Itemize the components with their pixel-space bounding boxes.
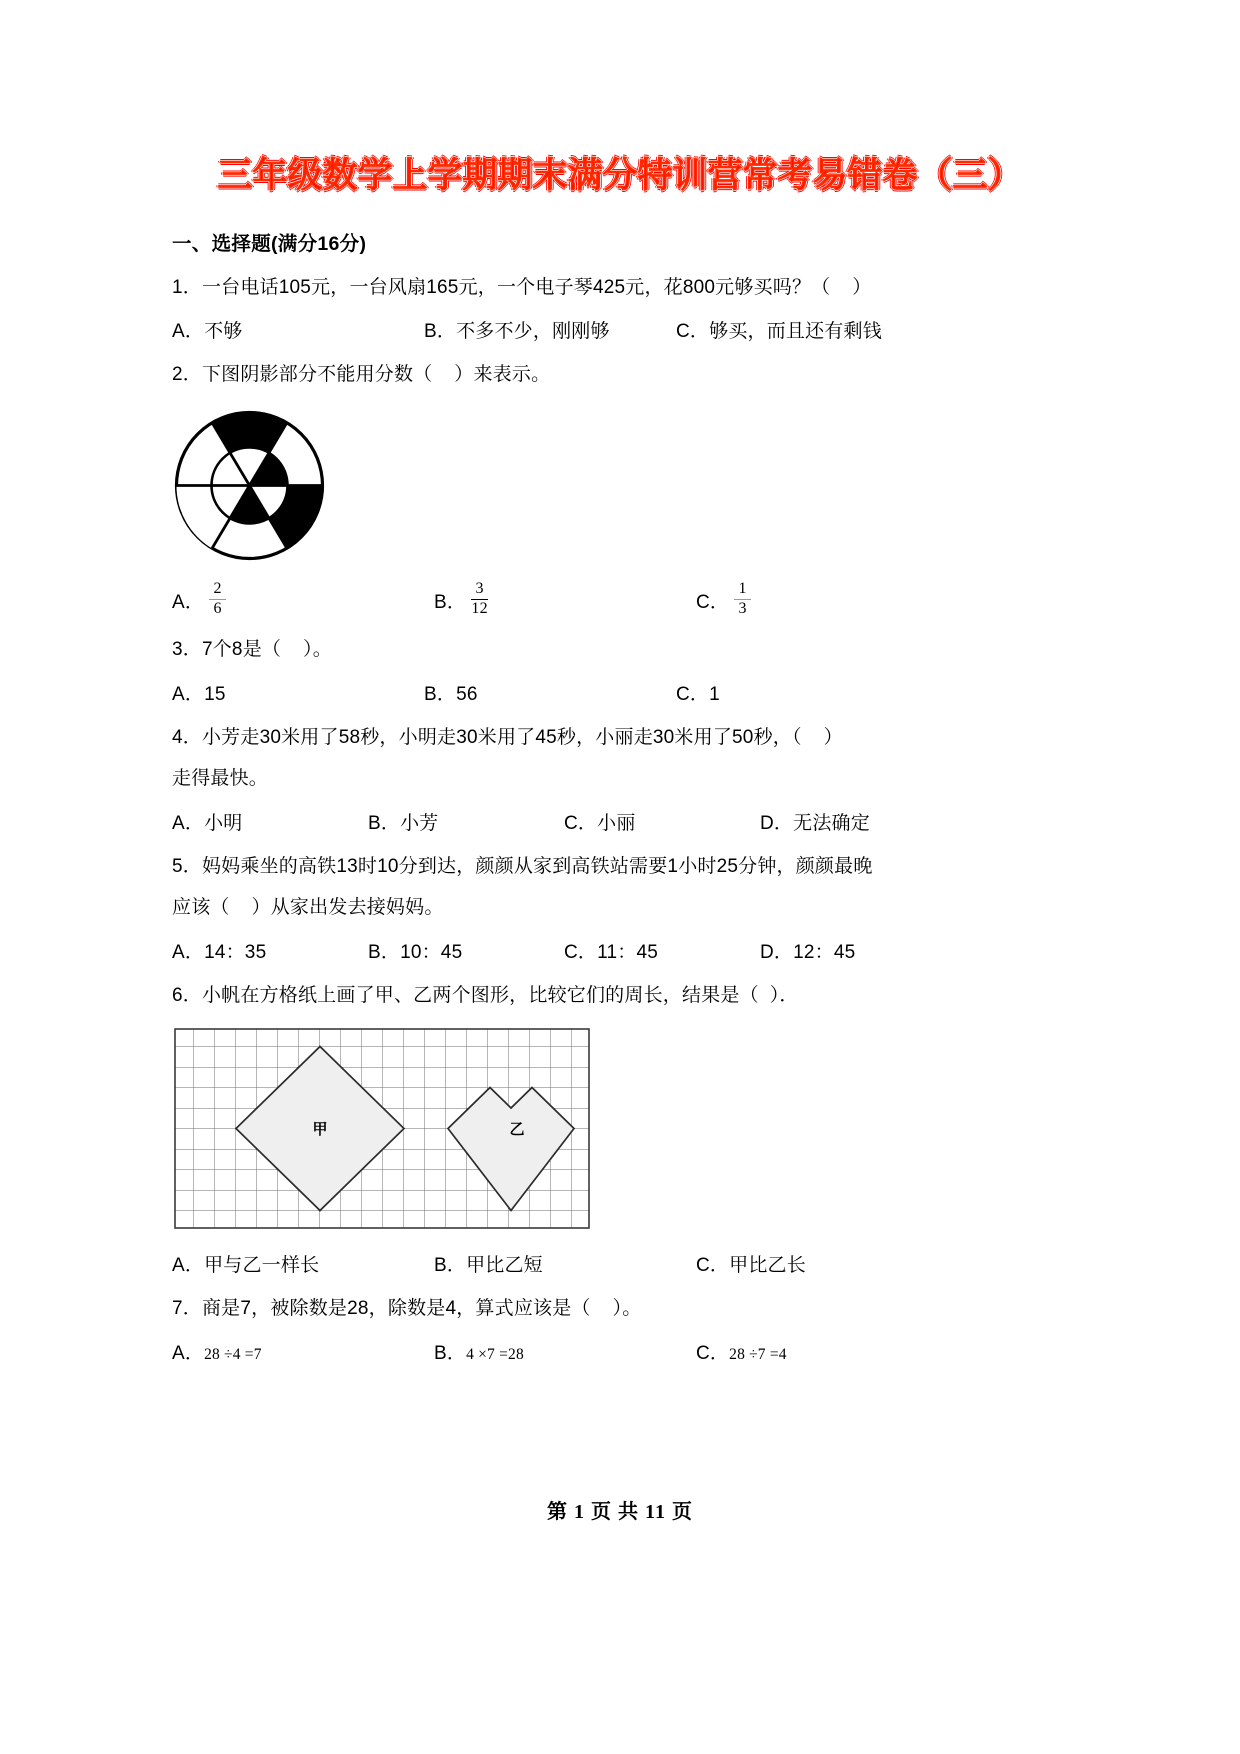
option-6-c[interactable]: C．甲比乙长 xyxy=(696,1255,806,1277)
question-4 xyxy=(150,723,1090,835)
option-4-c[interactable]: C．小丽 xyxy=(564,812,636,834)
pie-sector-figure xyxy=(172,408,1090,568)
option-7-a-letter: A． xyxy=(172,1342,205,1364)
option-7-c[interactable] xyxy=(696,1338,787,1365)
option-5-c[interactable]: C．11：45 xyxy=(564,941,658,963)
fraction-denominator: 6 xyxy=(213,599,222,617)
option-6-b[interactable]: B．甲比乙短 xyxy=(434,1255,543,1277)
question-4-text: 4．小芳走30米用了58秒，小明走30米用了45秒，小丽走30米用了50秒，（ ） xyxy=(172,726,843,748)
option-7-a[interactable] xyxy=(172,1338,434,1365)
option-2-c-letter: C． xyxy=(696,591,730,613)
option-2-c[interactable] xyxy=(696,579,751,619)
question-6-text: 6．小帆在方格纸上画了甲、乙两个图形，比较它们的周长，结果是（ ）． xyxy=(172,984,799,1006)
question-7-options xyxy=(172,1338,1090,1365)
question-2 xyxy=(150,360,1090,618)
option-7-b[interactable] xyxy=(434,1338,696,1365)
shape-label-yi: 乙 xyxy=(509,1121,525,1139)
option-4-b[interactable]: B．小芳 xyxy=(368,812,439,834)
question-6-options xyxy=(172,1250,1090,1277)
fraction-2-c xyxy=(734,581,751,618)
fraction-denominator: 3 xyxy=(738,599,747,617)
option-4-d[interactable]: D．无法确定 xyxy=(760,812,870,834)
option-3-b[interactable]: B．56 xyxy=(424,683,478,705)
question-4-options xyxy=(172,808,1090,835)
fraction-2-b xyxy=(471,581,488,618)
question-2-options xyxy=(172,579,1090,619)
option-3-c[interactable]: C．1 xyxy=(676,683,720,705)
question-2-text: 2．下图阴影部分不能用分数（ ）来表示。 xyxy=(172,364,551,386)
question-5-text-line2: 应该（ ）从家出发去接妈妈。 xyxy=(172,897,444,919)
fraction-2-a xyxy=(209,581,226,618)
question-3 xyxy=(150,635,1090,705)
question-1-options xyxy=(172,316,1090,343)
question-3-text: 3．7个8是（ ）。 xyxy=(172,639,332,661)
option-7-a-expr: 28 ÷4 =7 xyxy=(204,1345,262,1363)
option-1-a[interactable]: A．不够 xyxy=(172,321,243,343)
option-1-b[interactable]: B．不多不少，刚刚够 xyxy=(424,321,610,343)
page-footer: 第 1 页 共 11 页 xyxy=(547,1501,693,1523)
option-5-b[interactable]: B．10：45 xyxy=(368,941,463,963)
question-1-text: 1．一台电话105元，一台风扇165元，一个电子琴425元，花800元够买吗？（ ） xyxy=(172,277,872,298)
question-5-text: 5．妈妈乘坐的高铁13时10分到达，颜颜从家到高铁站需要1小时25分钟，颜颜最晚 xyxy=(172,855,873,877)
question-6 xyxy=(150,981,1090,1277)
option-2-a[interactable] xyxy=(172,579,434,619)
question-3-options xyxy=(172,679,1090,706)
option-7-b-letter: B． xyxy=(434,1342,467,1364)
grid-shapes-figure xyxy=(172,1026,1090,1236)
fraction-numerator: 1 xyxy=(738,579,747,597)
option-7-c-expr: 28 ÷7 =4 xyxy=(729,1345,787,1363)
option-2-b-letter: B． xyxy=(434,591,467,613)
option-5-a[interactable]: A．14：35 xyxy=(172,941,267,963)
question-5-options xyxy=(172,937,1090,964)
fraction-denominator: 12 xyxy=(471,599,488,617)
option-7-b-expr: 4 ×7 =28 xyxy=(466,1345,524,1363)
option-5-d[interactable]: D．12：45 xyxy=(760,941,856,963)
option-7-c-letter: C． xyxy=(696,1342,730,1364)
question-4-text-line2: 走得最快。 xyxy=(172,768,269,790)
section-heading: 一、选择题(满分16分) xyxy=(172,233,367,255)
question-5 xyxy=(150,852,1090,964)
option-3-a[interactable]: A．15 xyxy=(172,683,226,705)
option-1-c[interactable]: C．够买，而且还有剩钱 xyxy=(676,321,882,343)
question-7 xyxy=(150,1294,1090,1364)
fraction-numerator: 3 xyxy=(475,579,484,597)
option-2-a-letter: A． xyxy=(172,591,205,613)
question-1 xyxy=(150,273,1090,343)
question-7-text: 7．商是7，被除数是28，除数是4，算式应该是（ ）。 xyxy=(172,1298,642,1320)
page-title: 三年级数学上学期期末满分特训营常考易错卷（三） xyxy=(217,156,1023,195)
option-4-a[interactable]: A．小明 xyxy=(172,812,243,834)
option-2-b[interactable] xyxy=(434,579,696,619)
option-6-a[interactable]: A．甲与乙一样长 xyxy=(172,1255,320,1277)
fraction-numerator: 2 xyxy=(213,579,222,597)
shape-label-jia: 甲 xyxy=(312,1121,328,1139)
